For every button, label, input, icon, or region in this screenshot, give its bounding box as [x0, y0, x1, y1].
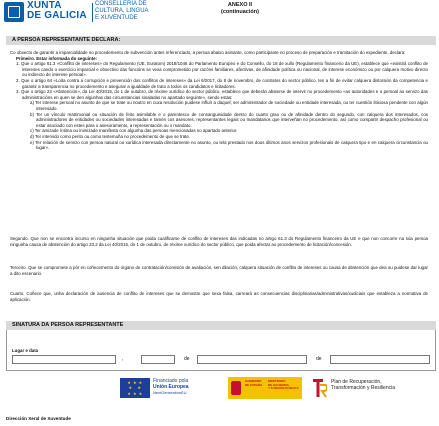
declaration-second: Segundo. Que non se encontra incurso en ningunha situación que poida cualificarse de conflito de intereses das indicadas no artigo 61.3 do Regulamento financeiro da UE e que non concorre na súa persoa ningunha causa de abstención do artigo 23.2 da Lei 40/2015, do 1 de outubro, de réxime xurídico do sector público, que poida afectar ao procedemento de licitación/concesión.	[10, 236, 428, 247]
eu-funding-label	[153, 378, 189, 396]
declaration-first: Primeiro. Estar informada do seguinte:	[16, 55, 97, 61]
declaration-sub-b: b) Ter un vínculo matrimonial ou situación de feito asimilable e o parentesco de consanguinidade dentro do cuarto grao ou de afinidade dentro do segundo, con calquera dos interesados, cos administradores de entidades ou sociedades interesadas e tamén cos asesores, representantes legais ou mandatarios que interveñan no procedemento, así como compartir despacho profesional ou estar asociado con estes para o asesoramento, a representación ou o mandato.	[30, 111, 428, 128]
dept-line-3: E XUVENTUDE	[95, 15, 138, 21]
declaration-body	[10, 50, 428, 151]
separator-de-1: de	[184, 356, 190, 362]
year-input[interactable]	[330, 355, 430, 364]
xunta-logo-icon	[4, 2, 24, 22]
eu-line-1: Financiado pola	[153, 378, 189, 384]
declaration-sub-a: a) Ter interese persoal no asunto de que se trate ou noutro en cuxa resolución puidese influír a daquel; ser administrador de sociedade ou entidade interesada, ou ter cuestión litixiosa pendente con algún interesado.	[30, 100, 428, 111]
declaration-intro: Co obxecto de garantir a imparcialidade no procedemento de subvención antes referenciado, a persoa abaixo asinante, como participante no proceso de preparación e tramitación do expediente, declara:	[10, 50, 406, 55]
annex-subheading: (continuación)	[221, 9, 259, 15]
declaration-item-3: 3. Que o artigo 23 «Abstención», da Lei 40/2015, do 1 de outubro, de réxime xurídico do sector público, establece que deberán absterse de intervir no procedemento «as autoridades e o persoal ao servizo das administracións en quen se den algunhas das circunstancias sinaladas no apartado seguinte», sendo estas:	[16, 89, 428, 100]
separator-comma: ,	[122, 356, 124, 362]
declaration-third: Terceiro. Que se compromete a pór en coñecemento do órgano de contratación/comisión de avaliación, sen dilación, calquera situación de conflito de intereses ou causa de abstención que dea ou puidese dar lugar a dito escenario.	[10, 265, 428, 276]
dept-line-2: CULTURA, LINGUA	[95, 8, 149, 14]
xunta-logo-title	[27, 1, 87, 21]
month-input[interactable]	[197, 355, 307, 364]
gov-line-5: Y FUNCIÓN PÚBLICA	[268, 386, 299, 391]
declaration-sub-c: c) Ter amizade íntima ou inimizade manifesta con algunha das persoas mencionadas no apartado anterior.	[30, 128, 238, 134]
footer-department: Dirección Xeral de Xuventude	[6, 416, 71, 421]
gov-line-2: DE ESPAÑA	[245, 382, 263, 387]
declaration-sub-e: e) Ter relación de servizo con persoa natural ou xurídica interesada directamente no asunto, ou tela prestado nos dous últimos anos servizos profesionais de calquera tipo e en calquera circunstancia ou lugar».	[30, 139, 428, 151]
eu-line-3: NextGenerationEU	[153, 390, 187, 395]
annex-title	[200, 2, 280, 16]
signature-heading: SINATURA DA PERSOA REPRESENTANTE	[6, 321, 436, 330]
ministry-label	[268, 380, 299, 391]
place-input[interactable]	[12, 355, 116, 364]
declaration-item-1: 1. Que o artigo 61.3 «Conflito de intereses» do Regulamento (UE, Euratom) 2018/1046 do Parlamento Europeo e do Consello, do 18 de xullo (Regulamento financeiro da UE), establece que «existirá conflito de intereses cando o exercicio imparcial e obxectivo das funcións se vexa comprometido por razóns familiares, afectivas, de afinidade política ou nacional, de interese económico ou por calquera motivo directo ou indirecto de interese persoal».	[16, 61, 428, 78]
department-name	[95, 1, 149, 22]
gov-line-3: MINISTERIO	[268, 379, 286, 383]
tr-line-2: Transformación y Resiliencia	[331, 385, 396, 391]
recovery-plan-label	[331, 379, 395, 391]
declaration-item-2: 2. Que o artigo 64 «Loita contra a corrupción e prevención dos conflitos de intereses» da Lei 9/2017, do 8 de novembro, de contratos do sector público, ten a fin de evitar calquera distorsión da competencia e garantir a transparencia no procedemento e asegurar a igualdade de trato a todos os candidatos e licitadores.	[16, 77, 428, 89]
dept-line-1: CONSELLERÍA DE	[95, 1, 147, 7]
government-label	[245, 380, 262, 387]
logo-line-1: XUNTA	[27, 0, 62, 11]
logo-line-2: DE GALICIA	[27, 10, 87, 21]
place-date-label: Lugar e data	[12, 348, 39, 353]
day-input[interactable]	[141, 355, 175, 364]
gov-line-4: DE HACIENDA	[268, 382, 289, 387]
annex-heading: ANEXO II	[227, 2, 253, 8]
tr-line-1: Plan de Recuperación,	[331, 379, 382, 385]
logo-separator	[92, 3, 93, 22]
declaration-heading: A PERSOA REPRESENTANTE DECLARA:	[6, 36, 436, 45]
recovery-plan-logo-icon	[313, 377, 327, 399]
gov-line-1: GOBIERNO	[245, 379, 262, 383]
eu-flag-icon: ★ ★ ★ ★ ★ ★ ★ ★	[120, 378, 150, 398]
eu-line-2: Unión Europea	[153, 384, 189, 390]
separator-de-2: de	[316, 356, 322, 362]
declaration-sub-d: d) Ter intervido como perito ou como testemuña no procedemento de que se trate.	[30, 133, 191, 139]
declaration-fourth: Cuarto. Coñece que, unha declaración de ausencia de conflito de intereses que se demostre que sexa falsa, carreará as consecuencias disciplinarias/administrativas/xudiciais que estableza a normativa de aplicación.	[10, 291, 428, 302]
